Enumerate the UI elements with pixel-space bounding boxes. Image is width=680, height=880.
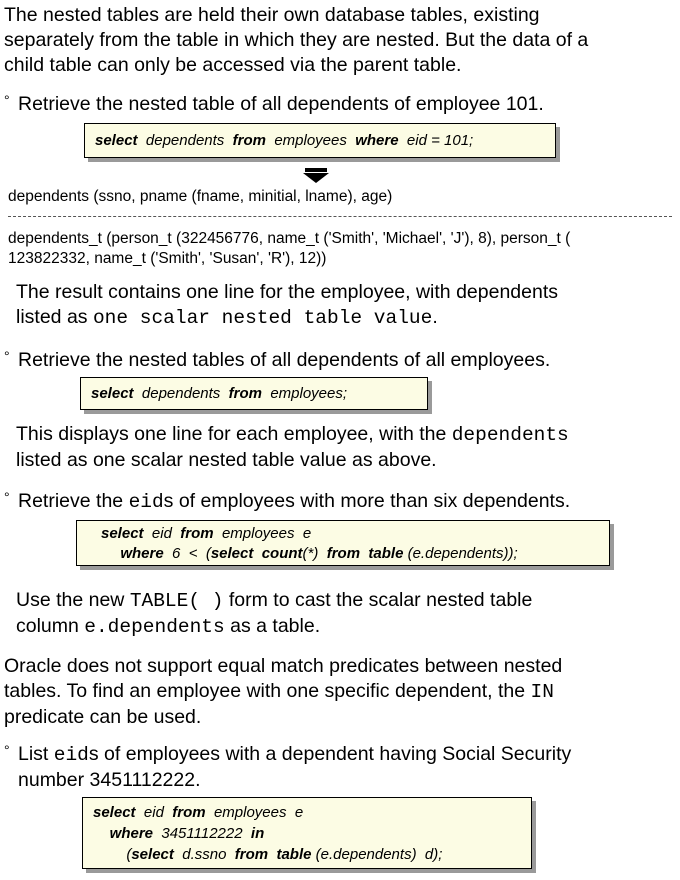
sql-box-2 xyxy=(80,377,428,410)
oracle-line-1: Oracle does not support equal match predicates between nested xyxy=(4,655,563,677)
bullet-icon: ° xyxy=(4,348,10,364)
explanation-1-text: listed as xyxy=(16,306,93,328)
explanation-3-text: Use the new xyxy=(16,589,130,611)
explanation-2 xyxy=(16,422,676,473)
bullet-icon: ° xyxy=(4,742,10,758)
sql-text: dependents xyxy=(141,385,221,402)
question-1 xyxy=(4,88,676,117)
sql-box-1 xyxy=(84,123,556,158)
sql-keyword: count xyxy=(261,545,303,562)
inline-code: one scalar nested table value xyxy=(92,307,433,329)
sql-keyword: select xyxy=(131,846,174,863)
sql-text: 3451112222 xyxy=(161,825,243,842)
sql-keyword: select xyxy=(210,545,254,562)
sql-keyword: select xyxy=(101,525,144,542)
sql-keyword: in xyxy=(250,825,265,842)
intro-line-1: The nested tables are held their own database tables, existing xyxy=(4,4,540,26)
intro-line-2: separately from the table in which they are nested. But the data of a xyxy=(4,29,589,51)
question-2-text: Retrieve the nested tables of all dependents of all employees. xyxy=(18,349,551,371)
explanation-3-text: form to cast the scalar nested table xyxy=(223,589,533,611)
result-output xyxy=(8,229,676,269)
question-2 xyxy=(4,344,676,373)
sql-keyword: from xyxy=(228,385,262,402)
sql-text: (e.dependents) d); xyxy=(315,846,443,863)
inline-code: e.dependents xyxy=(84,616,225,638)
sql-box-4 xyxy=(82,797,532,869)
sql-text: (*) xyxy=(302,545,319,562)
explanation-2-line-2: listed as one scalar nested table value as above. xyxy=(16,449,437,471)
sql-text: d.ssno xyxy=(182,846,227,863)
schema-line: dependents (ssno, pname (fname, minitial, lname), age) xyxy=(8,188,393,205)
sql-keyword: from xyxy=(326,545,361,562)
sql-text: employees; xyxy=(270,385,348,402)
sql-keyword: from xyxy=(172,804,206,821)
explanation-2-text: This displays one line for each employee, with the xyxy=(16,423,452,445)
sql-text: eid = 101; xyxy=(406,132,474,149)
explanation-3-text: as a table. xyxy=(224,615,321,637)
result-line-1: dependents_t (person_t (322456776, name_t ('Smith', 'Michael', 'J'), 8), person_t ( xyxy=(8,230,571,247)
sql-box-3 xyxy=(76,520,610,566)
sql-keyword: where xyxy=(109,825,154,842)
sql-text: 6 < ( xyxy=(172,545,211,562)
inline-code: dependents xyxy=(451,424,569,446)
sql-keyword: select xyxy=(93,804,136,821)
result-line-2: 123822332, name_t ('Smith', 'Susan', 'R'), 12)) xyxy=(8,250,327,267)
explanation-1-text: . xyxy=(432,306,438,328)
explanation-3 xyxy=(16,588,676,640)
sql-keyword: where xyxy=(120,545,164,562)
inline-code: IN xyxy=(530,681,554,703)
question-4 xyxy=(4,738,676,793)
sql-keyword: from xyxy=(180,525,214,542)
question-3 xyxy=(4,485,676,515)
intro-paragraph xyxy=(4,3,676,78)
sql-text: employees e xyxy=(221,525,312,542)
explanation-1 xyxy=(16,280,676,331)
sql-text: (e.dependents)); xyxy=(407,545,518,562)
sql-keyword: select xyxy=(95,132,138,149)
sql-keyword: table xyxy=(368,545,404,562)
sql-keyword: table xyxy=(276,846,312,863)
question-4-text: List xyxy=(18,743,54,765)
oracle-paragraph xyxy=(4,654,676,730)
explanation-3-text: column xyxy=(16,615,85,637)
inline-code: eid xyxy=(128,491,164,513)
question-3-text: Retrieve the xyxy=(18,490,129,512)
question-4-text: s of employees with a dependent having Social Security xyxy=(88,743,572,765)
arrow-down-icon xyxy=(303,168,329,184)
sql-text: ( xyxy=(126,846,132,863)
question-4-line-2: number 3451112222. xyxy=(18,769,201,791)
bullet-icon: ° xyxy=(4,92,10,108)
sql-keyword: select xyxy=(91,385,134,402)
intro-line-3: child table can only be accessed via the parent table. xyxy=(4,54,462,76)
sql-text: eid xyxy=(143,804,164,821)
inline-code: TABLE( ) xyxy=(129,590,224,612)
sql-keyword: from xyxy=(234,846,269,863)
sql-text: employees e xyxy=(213,804,304,821)
oracle-line-3: predicate can be used. xyxy=(4,706,202,728)
divider xyxy=(8,216,672,217)
explanation-1-line-1: The result contains one line for the employee, with dependents xyxy=(16,281,559,303)
bullet-icon: ° xyxy=(4,489,10,505)
sql-text: employees xyxy=(274,132,347,149)
sql-text: eid xyxy=(151,525,172,542)
sql-keyword: where xyxy=(355,132,399,149)
sql-keyword: from xyxy=(232,132,266,149)
question-1-text: Retrieve the nested table of all dependents of employee 101. xyxy=(18,93,544,115)
oracle-line-2: tables. To find an employee with one specific dependent, the xyxy=(4,680,531,702)
question-3-text: s of employees with more than six dependents. xyxy=(163,490,571,512)
sql-text: dependents xyxy=(145,132,225,149)
inline-code: eid xyxy=(53,744,89,766)
